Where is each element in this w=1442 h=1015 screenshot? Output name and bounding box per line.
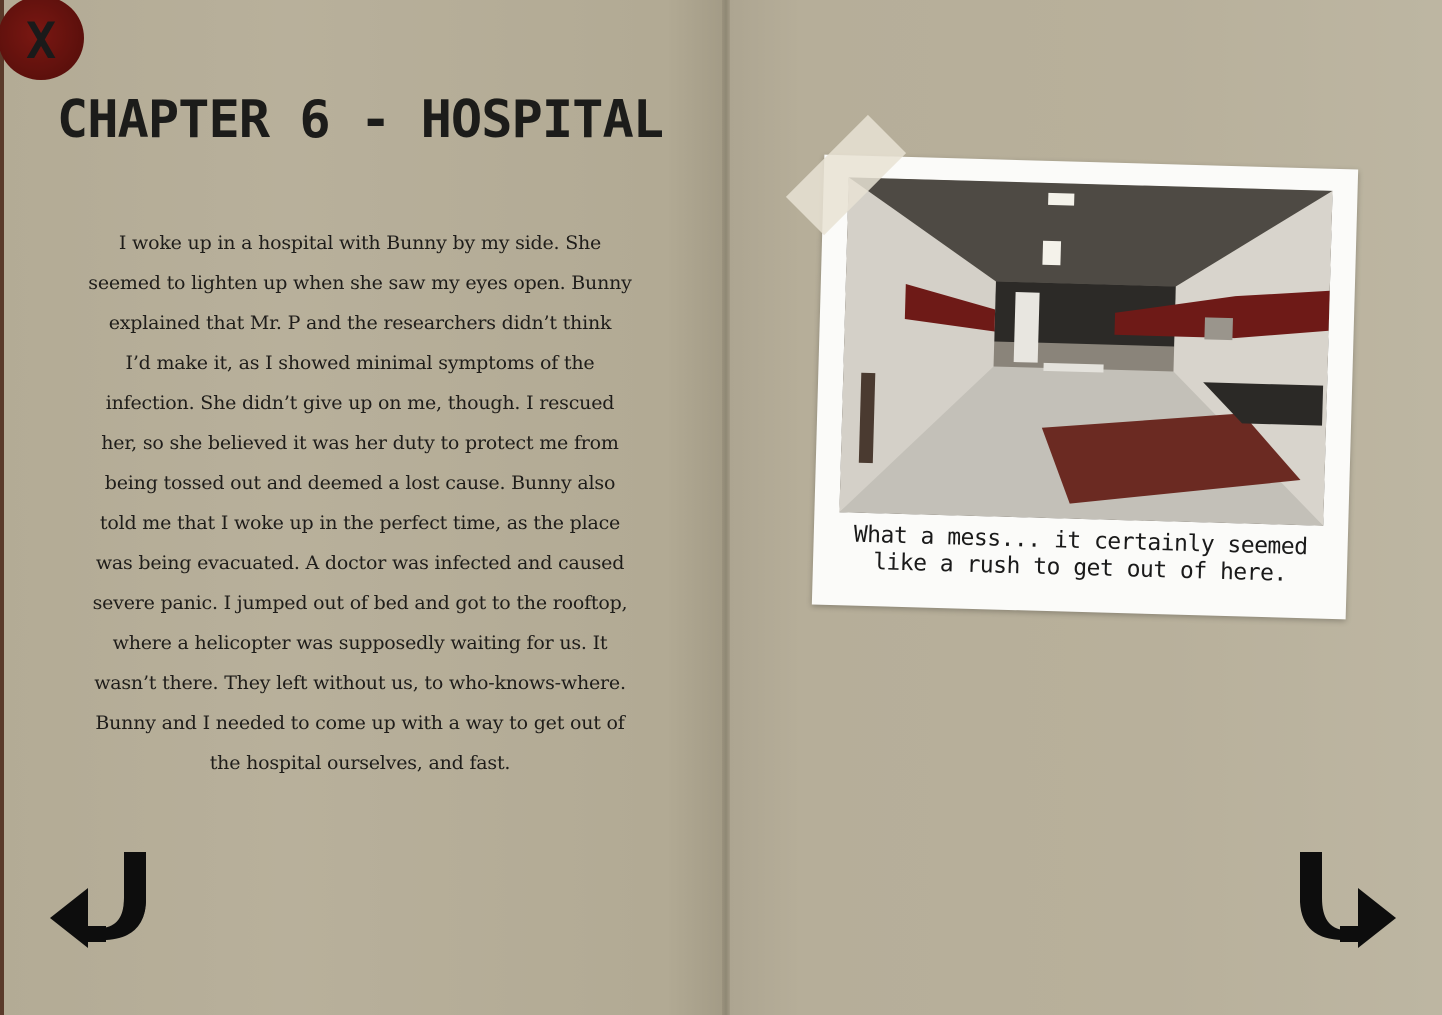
previous-page-button[interactable] [48, 850, 150, 950]
book-edge [0, 0, 4, 1015]
story-line: wasn’t there. They left without us, to who-knows-where. [94, 672, 626, 694]
close-icon: X [25, 12, 57, 70]
story-line: infection. She didn’t give up on me, though. I rescued [105, 392, 615, 414]
story-line: I woke up in a hospital with Bunny by my side. She [118, 232, 602, 254]
polaroid-photo[interactable] [812, 155, 1358, 620]
story-line: was being evacuated. A doctor was infected and caused [95, 552, 625, 574]
chapter-story-text [50, 223, 670, 783]
chapter-title: CHAPTER 6 - HOSPITAL [56, 90, 664, 150]
story-line: where a helicopter was supposedly waiting for us. It [112, 632, 608, 654]
story-line: I’d make it, as I showed minimal symptoms of the [125, 352, 595, 374]
next-page-button[interactable] [1296, 850, 1398, 950]
story-line: seemed to lighten up when she saw my eyes open. Bunny [88, 272, 632, 294]
story-line: explained that Mr. P and the researchers didn’t think [108, 312, 612, 334]
story-line: being tossed out and deemed a lost cause. Bunny also [104, 472, 616, 494]
curved-arrow-left-icon [50, 852, 146, 948]
caption-line: What a mess... it certainly seemed [853, 521, 1308, 561]
book-gutter [722, 0, 730, 1015]
curved-arrow-right-icon [1300, 852, 1396, 948]
story-line: the hospital ourselves, and fast. [209, 752, 511, 774]
story-line: severe panic. I jumped out of bed and got to the rooftop, [92, 592, 628, 614]
caption-line: like a rush to get out of here. [872, 549, 1288, 587]
hospital-hallway-image [839, 177, 1332, 525]
polaroid-caption [813, 520, 1348, 589]
story-line: her, so she believed it was her duty to protect me from [101, 432, 619, 454]
story-line: Bunny and I needed to come up with a way to get out of [95, 712, 625, 734]
story-line: told me that I woke up in the perfect time, as the place [99, 512, 621, 534]
